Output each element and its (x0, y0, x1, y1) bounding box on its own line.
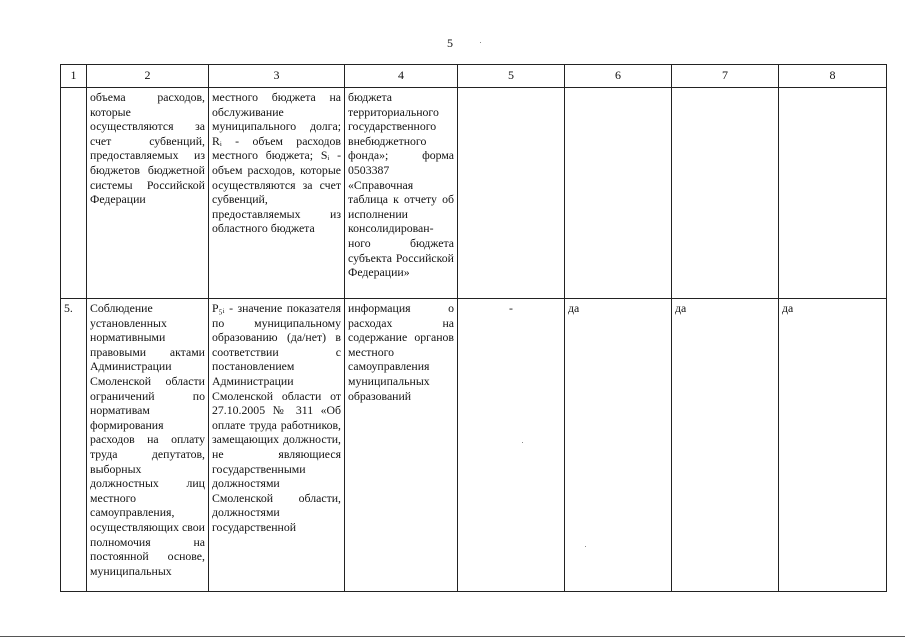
value-cell: да (779, 299, 887, 592)
page-number: 5 (447, 36, 453, 50)
scan-speck (585, 546, 586, 547)
row-number-cell (61, 88, 87, 299)
indicator-name-cell: объема расходов, которые осуществляются за счет субвенций, предоставляемых из бюджетов бюджетной системы Российской Федерации (87, 88, 209, 299)
formula-cell: P₅ᵢ - значение показателя по муниципальному образованию (да/нет) в соответствии с постановлением Администрации Смоленской области от 27.10.2005 № 311 «Об оплате труда работников, замещающих должности, не являющиеся государственными должностями Смоленской области, должностями государственной (209, 299, 345, 592)
value-cell (565, 88, 672, 299)
value-cell (779, 88, 887, 299)
table-header-row (61, 65, 887, 88)
value-cell: да (672, 299, 779, 592)
indicator-table (60, 64, 887, 592)
indicator-name-cell: Соблюдение установленных нормативными правовыми актами Администрации Смоленской области ограничений по нормативам формирования расходов на оплату труда депутатов, выборных должностных лиц местного самоуправления, осуществляющих свои полномочия на постоянной основе, муниципальных (87, 299, 209, 592)
value-cell: да (565, 299, 672, 592)
column-header: 7 (672, 65, 779, 88)
source-cell: информация о расходах на содержание органов местного самоуправления муниципальных образований (345, 299, 458, 592)
table-row (61, 88, 887, 299)
column-header: 6 (565, 65, 672, 88)
column-header: 1 (61, 65, 87, 88)
table-row (61, 299, 887, 592)
value-cell: - (458, 299, 565, 592)
column-header: 4 (345, 65, 458, 88)
formula-cell: местного бюджета на обслуживание муниципального долга; Rᵢ - объем расходов местного бюджета; Sᵢ - объем расходов, которые осуществляются за счет субвенций, предоставляемых из областного бюджета (209, 88, 345, 299)
column-header: 8 (779, 65, 887, 88)
source-cell: бюджета территориального государственного внебюджетного фонда»; форма 0503387 «Справочная таблица к отчету об исполнении консолидирован-ного бюджета субъекта Российской Федерации» (345, 88, 458, 299)
column-header: 3 (209, 65, 345, 88)
row-number-cell: 5. (61, 299, 87, 592)
value-cell (458, 88, 565, 299)
column-header: 2 (87, 65, 209, 88)
scan-bottom-edge (0, 636, 905, 637)
column-header: 5 (458, 65, 565, 88)
scan-speck (480, 42, 481, 43)
scan-speck (522, 442, 523, 443)
value-cell (672, 88, 779, 299)
